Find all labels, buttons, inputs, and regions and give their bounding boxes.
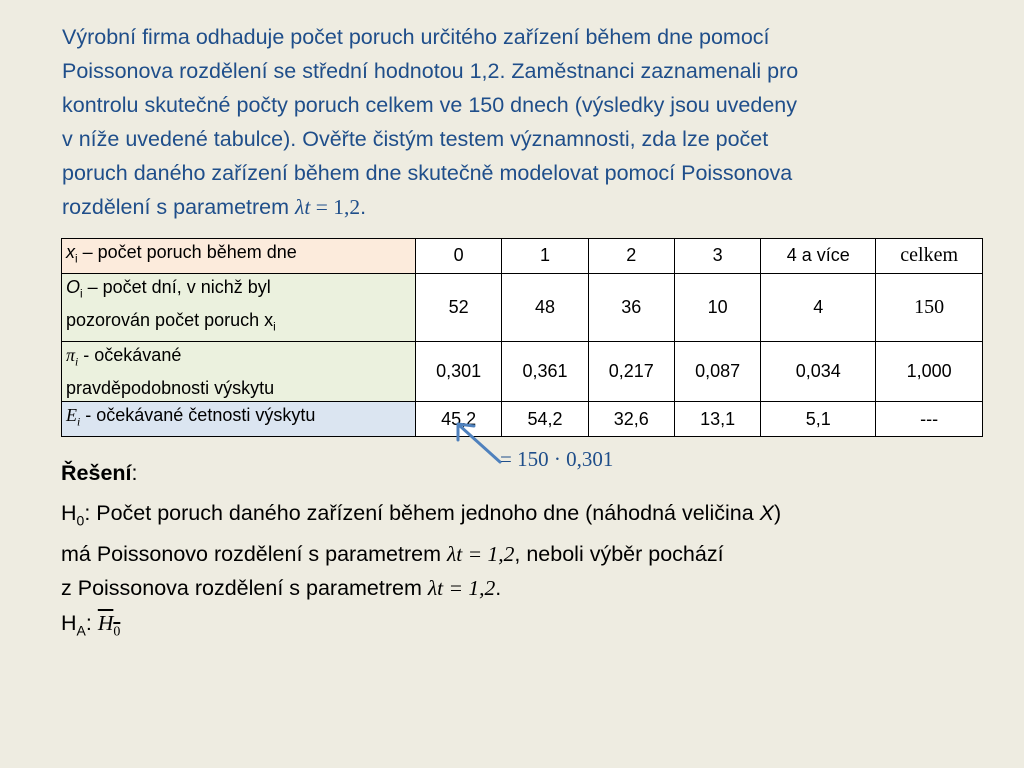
negated-h0 (97, 611, 121, 640)
table-cell: 0 (416, 239, 502, 274)
parameter-value: = 1,2 (310, 195, 361, 219)
ha-var: H (97, 611, 114, 635)
table-row-pi (62, 341, 983, 402)
intro-line-6 (62, 190, 962, 224)
table-cell: 45,2 (416, 402, 502, 437)
var-o: O (66, 276, 81, 297)
row-label-b: pozorován počet poruch x (66, 310, 274, 331)
row-label: - očekávané četnosti výskytu (80, 405, 316, 426)
var-x: x (66, 242, 75, 262)
solution-heading (61, 456, 138, 490)
table-cell: 52 (416, 273, 502, 341)
h0-text-2: má Poissonovo rozdělení s parametrem (61, 542, 447, 567)
table-cell: 32,6 (588, 402, 674, 437)
table-cell: 0,361 (502, 341, 588, 402)
intro-line-5: poruch daného zařízení během dne skutečně modelovat pomocí Poissonova (62, 161, 793, 185)
table-cell: 0,301 (416, 341, 502, 402)
intro-period: . (360, 195, 367, 219)
table-cell: 10 (674, 273, 760, 341)
h0-line-2 (61, 537, 781, 571)
ha-colon: : (85, 611, 98, 635)
calculation-annotation: = 150 · 0,301 (500, 447, 614, 471)
table-cell-total: 150 (876, 273, 983, 341)
row-header-ei (62, 402, 416, 437)
problem-statement (62, 20, 962, 224)
h0-text: : Počet poruch daného zařízení během jednoho dne (náhodná veličina (84, 501, 760, 525)
intro-line-3: kontrolu skutečné počty poruch celkem ve 150 dnech (výsledky jsou uvedeny (62, 93, 797, 117)
intro-line-4: v níže uvedené tabulce). Ověřte čistým testem významnosti, zda lze počet (62, 127, 769, 151)
intro-line-6-text: rozdělení s parametrem (62, 195, 296, 219)
var-sub: i (75, 355, 79, 369)
h0-paren: ) (774, 501, 782, 525)
var-sub: i (75, 252, 78, 266)
table-row-oi (62, 273, 983, 341)
h0-label: H (61, 501, 77, 525)
h0-line-1 (61, 496, 781, 537)
table-cell-total: --- (876, 402, 983, 437)
table-cell: 54,2 (502, 402, 588, 437)
frequency-table (61, 238, 983, 437)
row-label-b: pravděpodobnosti výskytu (66, 378, 275, 399)
table-cell: 0,034 (761, 341, 876, 402)
var-sub: i (80, 287, 83, 301)
var-e: E (66, 405, 77, 426)
table-cell: 2 (588, 239, 674, 274)
table-cell: 13,1 (674, 402, 760, 437)
table-cell: 0,087 (674, 341, 760, 402)
table-cell-total: celkem (876, 239, 983, 274)
table-cell: 4 a více (761, 239, 876, 274)
table-cell: 1 (502, 239, 588, 274)
null-hypothesis (61, 496, 781, 605)
random-variable: X (759, 501, 774, 525)
solution-heading-text: Řešení (61, 461, 132, 485)
intro-line-2: Poissonova rozdělení se střední hodnotou 1,2. Zaměstnanci zaznamenali pro (62, 59, 799, 83)
table-row-ei (62, 402, 983, 437)
h0-text-2-end: , neboli výběr pochází (514, 542, 724, 567)
table-cell: 0,217 (588, 341, 674, 402)
h0-line-3 (61, 571, 781, 605)
h0-sub: 0 (76, 512, 85, 529)
table-row-xi (62, 239, 983, 274)
row-header-pi (62, 341, 416, 402)
row-header-xi (62, 239, 416, 274)
parameter-expression: λt = 1,2 (446, 542, 515, 567)
h0-text-3: z Poissonova rozdělení s parametrem (61, 576, 428, 601)
ha-var-sub: 0 (113, 624, 121, 640)
ha-sub: A (76, 622, 86, 639)
table-cell: 3 (674, 239, 760, 274)
alternative-hypothesis (61, 606, 120, 649)
table-cell: 4 (761, 273, 876, 341)
table-cell: 36 (588, 273, 674, 341)
heading-colon: : (131, 461, 138, 485)
row-label-a: - očekávané (78, 344, 182, 365)
row-label-a: – počet dní, v nichž byl (82, 276, 271, 297)
ha-label: H (61, 611, 77, 635)
h0-period: . (495, 576, 502, 601)
var-pi: π (66, 344, 76, 365)
label-sub: i (273, 320, 276, 334)
table-cell: 48 (502, 273, 588, 341)
intro-line-1: Výrobní firma odhaduje počet poruch určitého zařízení během dne pomocí (62, 25, 770, 49)
row-label: – počet poruch během dne (77, 242, 297, 262)
parameter-expression: λt = 1,2 (427, 576, 496, 601)
table-cell-total: 1,000 (876, 341, 983, 402)
var-sub: i (77, 415, 81, 429)
table-cell: 5,1 (761, 402, 876, 437)
lambda-t-symbol: λt (295, 195, 311, 219)
row-header-oi (62, 273, 416, 341)
